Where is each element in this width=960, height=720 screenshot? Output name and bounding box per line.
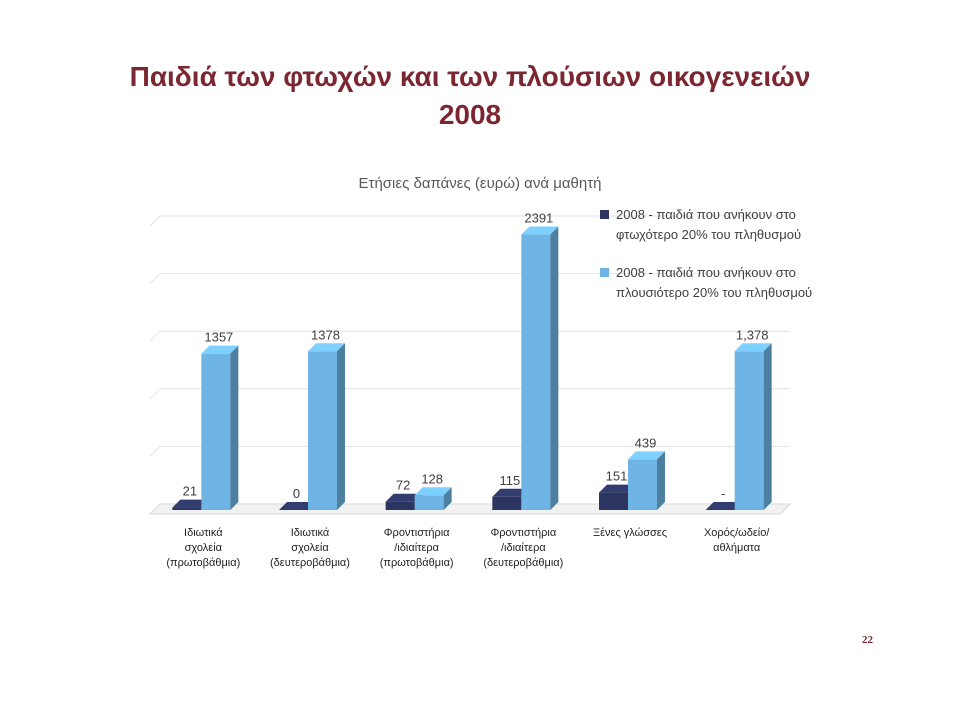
data-label: 21: [182, 483, 198, 499]
bar-front: [521, 235, 550, 510]
gridline-edge: [150, 274, 160, 284]
category-label: Ξένες γλώσσες: [592, 527, 668, 539]
chart-title: Ετήσιες δαπάνες (ευρώ) ανά μαθητή: [358, 175, 602, 192]
bar-front: [628, 459, 657, 510]
data-label: 1378: [311, 327, 340, 343]
category-label: Φροντιστήρια /ιδιαίτερα (δευτεροβάθμια): [483, 527, 564, 569]
bar-front: [386, 502, 415, 510]
data-label: 151: [605, 468, 628, 484]
chart-floor: [150, 504, 790, 514]
bar-rich-5: [735, 343, 772, 510]
legend-label-rich: 2008 - παιδιά που ανήκουν στο πλουσιότερο 20% του πληθυσμού: [616, 265, 813, 300]
gridline-edge: [150, 389, 160, 399]
bar-rich-2: [415, 487, 452, 510]
bar-rich-0: [201, 346, 238, 510]
bar-side: [657, 451, 665, 510]
category-label: Ιδιωτικά σχολεία (πρωτοβάθμια): [166, 527, 241, 569]
bar-front: [492, 497, 521, 510]
data-label: 1357: [204, 329, 234, 345]
bar-side: [550, 227, 558, 510]
legend-label-poor: 2008 - παιδιά που ανήκουν στο φτωχότερο 20% του πληθυσμού: [616, 207, 802, 242]
bar-side: [337, 343, 345, 510]
bar-front: [308, 351, 337, 510]
data-label: 115: [499, 472, 521, 488]
data-label: 1,378: [735, 327, 769, 343]
bar-rich-4: [628, 451, 665, 510]
data-label: 0: [292, 486, 301, 501]
page-number: 22: [862, 634, 873, 646]
legend-item-poor: [600, 205, 850, 245]
bar-rich-3: [521, 227, 558, 510]
gridline-edge: [150, 446, 160, 456]
legend-swatch-rich: [600, 268, 609, 277]
bar-front: [172, 508, 201, 510]
gridline-edge: [150, 331, 160, 341]
slide-title-line1: Παιδιά των φτωχών και των πλούσιων οικογενειών: [129, 61, 811, 92]
data-label: 2391: [524, 210, 554, 226]
legend-swatch-poor: [600, 210, 609, 219]
data-label: -: [720, 486, 726, 501]
legend: [600, 205, 850, 321]
data-label: 439: [634, 435, 657, 451]
category-label: Ιδιωτικά σχολεία (δευτεροβάθμια): [270, 527, 350, 569]
bar-front: [599, 493, 628, 510]
data-label: 72: [395, 477, 411, 493]
bar-rich-1: [308, 343, 345, 510]
bar-side: [230, 346, 238, 510]
slide-title-line2: 2008: [438, 99, 502, 130]
bar-front: [415, 495, 444, 510]
category-label: Χορός/ωδείο/ αθλήματα: [703, 527, 770, 554]
gridline-edge: [150, 216, 160, 226]
category-labels: [166, 527, 770, 569]
category-label: Φροντιστήρια /ιδιαίτερα (πρωτοβάθμια): [379, 527, 454, 569]
bar-front: [735, 351, 764, 510]
data-label: 128: [421, 471, 444, 487]
bar-side: [764, 343, 772, 510]
legend-item-rich: [600, 263, 850, 303]
bar-front: [201, 354, 230, 510]
